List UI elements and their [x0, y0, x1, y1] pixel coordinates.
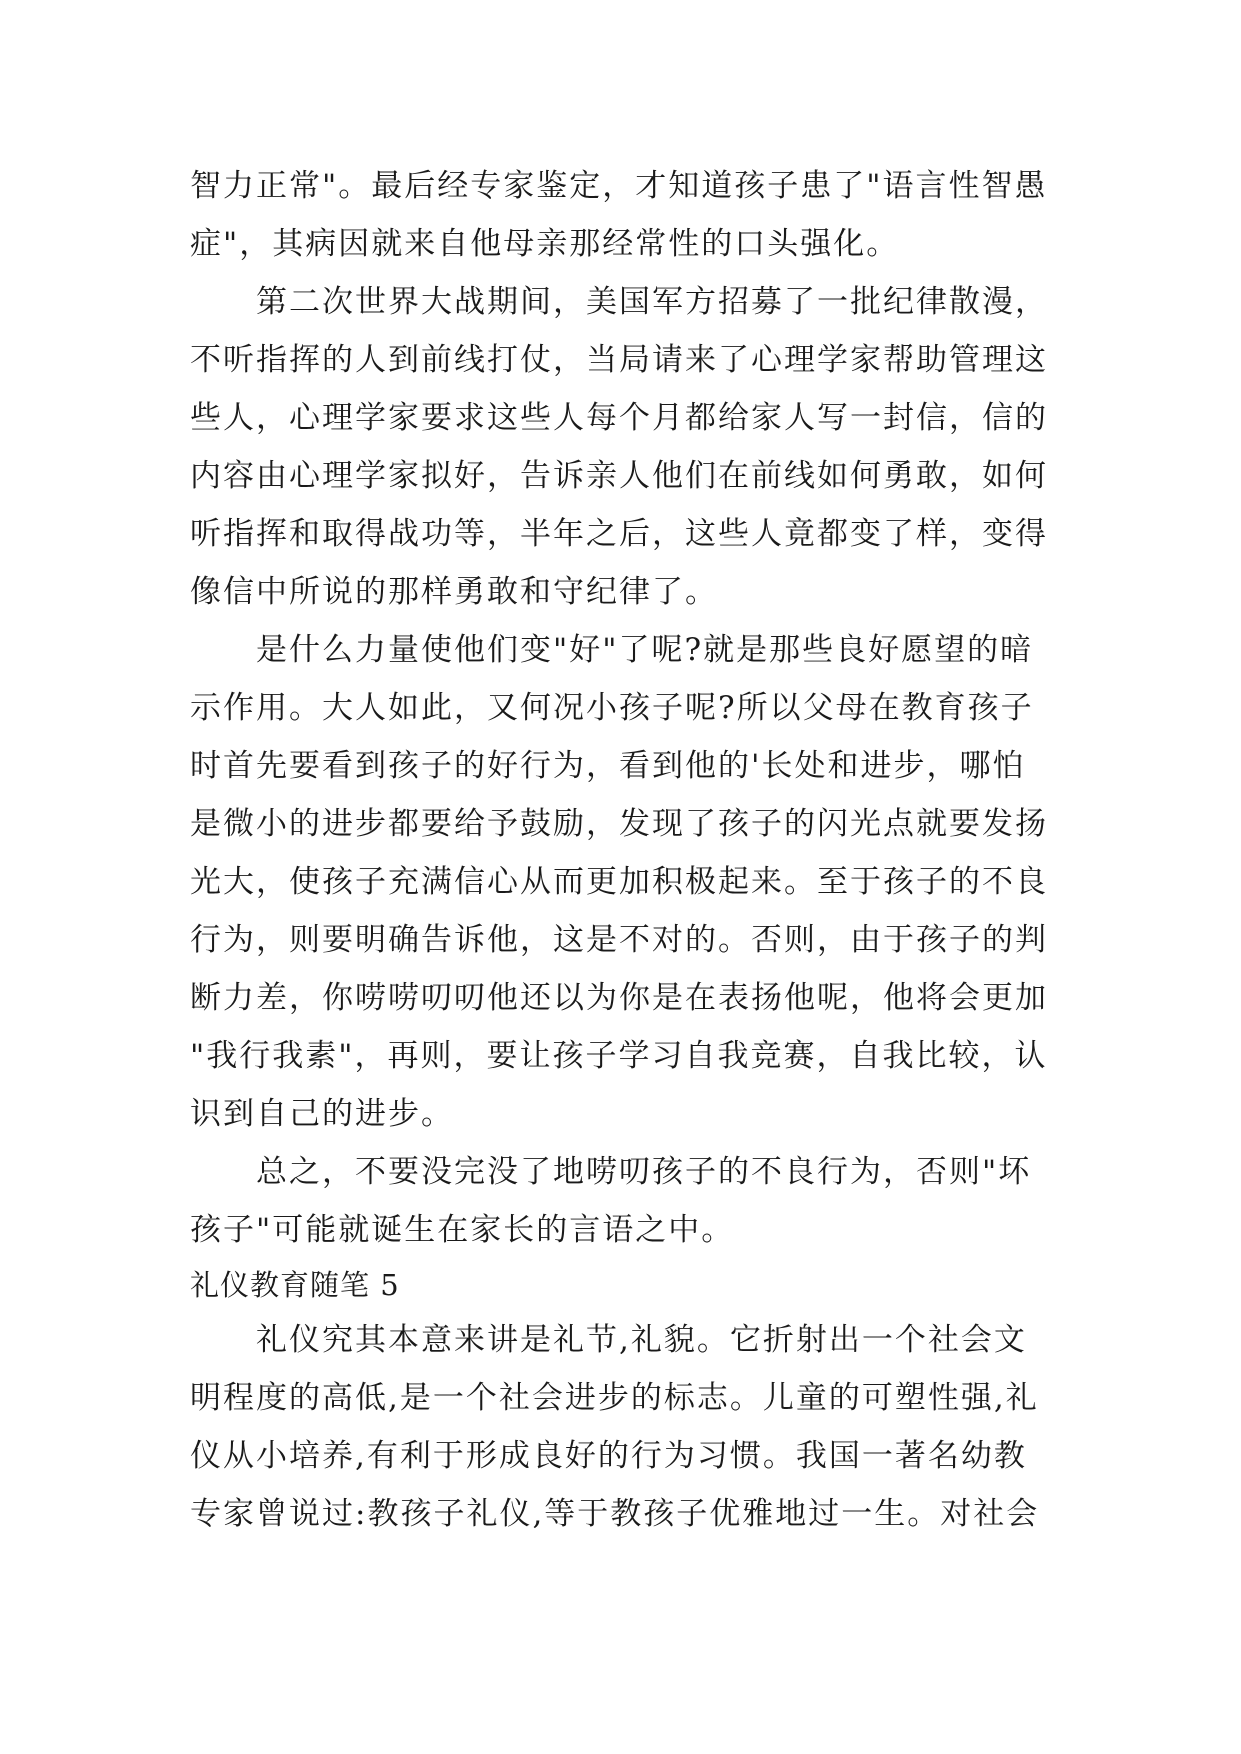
- section-heading: [190, 1259, 1070, 1311]
- text-line: 断力差，你唠唠叨叨他还以为你是在表扬他呢，他将会更加: [190, 980, 1048, 1016]
- paragraph: [190, 273, 1070, 621]
- text-line: 智力正常"。最后经专家鉴定，才知道孩子患了"语言性智愚: [190, 168, 1048, 204]
- paragraph: [190, 157, 1070, 273]
- text-line: 仪从小培养,有利于形成良好的行为习惯。我国一著名幼教: [190, 1438, 1027, 1474]
- text-line: 总之，不要没完没了地唠叨孩子的不良行为，否则"坏: [256, 1154, 1032, 1190]
- text-line: 是微小的进步都要给予鼓励，发现了孩子的闪光点就要发扬: [190, 806, 1048, 842]
- text-line: 些人，心理学家要求这些人每个月都给家人写一封信，信的: [190, 400, 1048, 436]
- text-line: 是什么力量使他们变"好"了呢?就是那些良好愿望的暗: [256, 632, 1034, 668]
- text-line: 听指挥和取得战功等，半年之后，这些人竟都变了样，变得: [190, 516, 1048, 552]
- text-line: 内容由心理学家拟好，告诉亲人他们在前线如何勇敢，如何: [190, 458, 1048, 494]
- heading-text: 礼仪教育随笔 5: [190, 1268, 400, 1302]
- text-line: 症"，其病因就来自他母亲那经常性的口头强化。: [190, 226, 900, 262]
- document-body: [190, 157, 1070, 1543]
- text-line: 像信中所说的那样勇敢和守纪律了。: [190, 574, 718, 610]
- paragraph: [190, 1143, 1070, 1259]
- text-line: "我行我素"，再则，要让孩子学习自我竞赛，自我比较，认: [190, 1038, 1048, 1074]
- paragraph: [190, 1311, 1070, 1543]
- text-line: 第二次世界大战期间，美国军方招募了一批纪律散漫，: [256, 284, 1048, 320]
- text-line: 时首先要看到孩子的好行为，看到他的'长处和进步，哪怕: [190, 748, 1026, 784]
- paragraph: [190, 621, 1070, 1143]
- text-line: 光大，使孩子充满信心从而更加积极起来。至于孩子的不良: [190, 864, 1048, 900]
- text-line: 行为，则要明确告诉他，这是不对的。否则，由于孩子的判: [190, 922, 1048, 958]
- text-line: 专家曾说过:教孩子礼仪,等于教孩子优雅地过一生。对社会: [190, 1496, 1040, 1532]
- text-line: 礼仪究其本意来讲是礼节,礼貌。它折射出一个社会文: [256, 1322, 1027, 1358]
- text-line: 示作用。大人如此，又何况小孩子呢?所以父母在教育孩子: [190, 690, 1034, 726]
- text-line: 不听指挥的人到前线打仗，当局请来了心理学家帮助管理这: [190, 342, 1048, 378]
- text-line: 明程度的高低,是一个社会进步的标志。儿童的可塑性强,礼: [190, 1380, 1039, 1416]
- text-line: 识到自己的进步。: [190, 1096, 454, 1132]
- text-line: 孩子"可能就诞生在家长的言语之中。: [190, 1212, 735, 1248]
